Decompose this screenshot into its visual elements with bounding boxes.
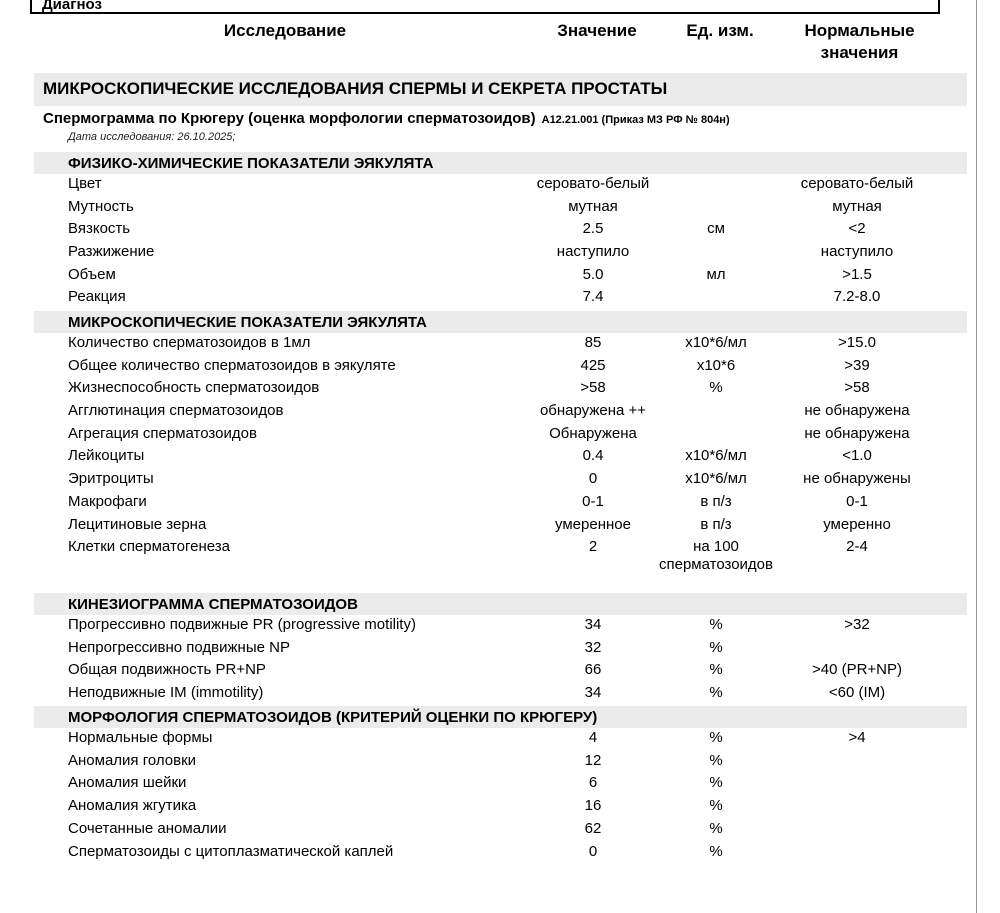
row-value: >58 xyxy=(580,379,606,396)
row-unit: на 100 сперматозоидов xyxy=(658,538,773,573)
row-name: Макрофаги xyxy=(68,493,147,510)
table-row xyxy=(0,774,1000,796)
table-row xyxy=(0,175,1000,197)
row-norm: умеренно xyxy=(823,516,891,533)
row-norm: мутная xyxy=(832,198,882,215)
row-norm: <60 (IM) xyxy=(828,684,886,701)
row-norm: 7.2-8.0 xyxy=(833,288,881,305)
row-value: 32 xyxy=(584,639,602,656)
row-value: обнаружена ++ xyxy=(539,402,647,419)
row-value: 85 xyxy=(584,334,602,351)
column-header-norm-line1: Нормальные xyxy=(804,21,915,40)
row-norm: >1.5 xyxy=(842,266,872,283)
row-unit: см xyxy=(707,220,725,237)
row-name: Объем xyxy=(68,266,116,283)
column-header-norm xyxy=(782,20,937,64)
row-norm: не обнаружены xyxy=(803,470,911,487)
row-value: 12 xyxy=(584,752,602,769)
section-band xyxy=(34,152,967,174)
row-unit: % xyxy=(709,661,723,678)
row-value: 5.0 xyxy=(582,266,604,283)
row-name: Агглютинация сперматозоидов xyxy=(68,402,284,419)
row-unit: % xyxy=(709,379,723,396)
column-header-value: Значение xyxy=(557,21,637,40)
row-norm: наступило xyxy=(820,243,894,260)
row-name: Лейкоциты xyxy=(68,447,145,464)
row-value: 62 xyxy=(584,820,602,837)
section-title: МИКРОСКОПИЧЕСКИЕ ПОКАЗАТЕЛИ ЭЯКУЛЯТА xyxy=(68,314,427,331)
row-norm: не обнаружена xyxy=(804,402,910,419)
row-value: серовато-белый xyxy=(536,175,650,192)
row-unit: мл xyxy=(706,266,726,283)
column-header-norm-line2: значения xyxy=(820,43,899,62)
main-section-band xyxy=(34,73,967,106)
column-header-unit: Ед. изм. xyxy=(686,21,754,40)
row-value: 2.5 xyxy=(582,220,604,237)
row-value: 16 xyxy=(584,797,602,814)
section-title: КИНЕЗИОГРАММА СПЕРМАТОЗОИДОВ xyxy=(68,596,358,613)
main-section-title: МИКРОСКОПИЧЕСКИЕ ИССЛЕДОВАНИЯ СПЕРМЫ И СЕКРЕТА ПРОСТАТЫ xyxy=(43,79,668,98)
row-value: 66 xyxy=(584,661,602,678)
table-row xyxy=(0,538,1000,573)
row-value: наступило xyxy=(556,243,630,260)
table-row xyxy=(0,402,1000,424)
row-value: 7.4 xyxy=(582,288,604,305)
section-title: МОРФОЛОГИЯ СПЕРМАТОЗОИДОВ (КРИТЕРИЙ ОЦЕНКИ ПО КРЮГЕРУ) xyxy=(68,709,598,726)
row-name: Агрегация сперматозоидов xyxy=(68,425,257,442)
row-name: Жизнеспособность сперматозоидов xyxy=(68,379,320,396)
test-title: Спермограмма по Крюгеру (оценка морфологии сперматозоидов) xyxy=(43,110,536,127)
row-unit: x10*6/мл xyxy=(685,334,747,351)
row-name: Прогрессивно подвижные PR (progressive motility) xyxy=(68,616,416,633)
row-value: умеренное xyxy=(555,516,631,533)
table-row xyxy=(0,357,1000,379)
row-norm: >58 xyxy=(844,379,870,396)
table-row xyxy=(0,820,1000,842)
row-name: Цвет xyxy=(68,175,102,192)
row-name: Непрогрессивно подвижные NP xyxy=(68,639,290,656)
table-row xyxy=(0,516,1000,538)
table-row xyxy=(0,447,1000,469)
row-unit: x10*6/мл xyxy=(685,470,747,487)
table-row xyxy=(0,288,1000,310)
table-row xyxy=(0,470,1000,492)
row-value: 0 xyxy=(588,470,598,487)
section-title: ФИЗИКО-ХИМИЧЕСКИЕ ПОКАЗАТЕЛИ ЭЯКУЛЯТА xyxy=(68,155,434,172)
test-code: A12.21.001 (Приказ МЗ РФ № 804н) xyxy=(541,114,730,126)
row-norm: >15.0 xyxy=(838,334,876,351)
row-unit: % xyxy=(709,729,723,746)
row-name: Мутность xyxy=(68,198,134,215)
row-unit: в п/з xyxy=(700,493,732,510)
row-unit: % xyxy=(709,774,723,791)
diagnosis-label: Диагноз xyxy=(42,0,102,13)
row-name: Лецитиновые зерна xyxy=(68,516,207,533)
row-unit: % xyxy=(709,639,723,656)
row-norm: >4 xyxy=(848,729,866,746)
row-name: Общая подвижность PR+NP xyxy=(68,661,266,678)
row-value: 0 xyxy=(588,843,598,860)
test-date: Дата исследования: 26.10.2025; xyxy=(68,131,236,143)
diagnosis-box xyxy=(30,0,940,14)
row-value: Обнаружена xyxy=(549,425,637,442)
table-row xyxy=(0,379,1000,401)
table-row xyxy=(0,198,1000,220)
row-name: Реакция xyxy=(68,288,126,305)
row-unit: в п/з xyxy=(700,516,732,533)
row-unit: % xyxy=(709,616,723,633)
row-unit: % xyxy=(709,684,723,701)
row-name: Нормальные формы xyxy=(68,729,213,746)
row-value: 0-1 xyxy=(582,493,604,510)
row-norm: >40 (PR+NP) xyxy=(811,661,903,678)
row-unit: % xyxy=(709,797,723,814)
row-name: Неподвижные IM (immotility) xyxy=(68,684,264,701)
column-header-study: Исследование xyxy=(223,21,347,40)
row-value: 0.4 xyxy=(582,447,604,464)
row-norm: 2-4 xyxy=(846,538,868,555)
table-row xyxy=(0,220,1000,242)
row-unit: % xyxy=(709,843,723,860)
table-row xyxy=(0,843,1000,865)
row-value: 34 xyxy=(584,616,602,633)
row-norm: >32 xyxy=(844,616,870,633)
row-unit: x10*6/мл xyxy=(685,447,747,464)
row-name: Аномалия шейки xyxy=(68,774,187,791)
table-row xyxy=(0,661,1000,683)
row-unit: % xyxy=(709,752,723,769)
row-unit: x10*6 xyxy=(696,357,736,374)
row-norm: серовато-белый xyxy=(800,175,914,192)
test-title-line xyxy=(43,110,730,127)
row-value: 4 xyxy=(588,729,598,746)
row-name: Сперматозоиды с цитоплазматической каплей xyxy=(68,843,394,860)
table-row xyxy=(0,684,1000,706)
table-row xyxy=(0,616,1000,638)
row-name: Эритроциты xyxy=(68,470,154,487)
table-row xyxy=(0,797,1000,819)
row-norm: <2 xyxy=(848,220,866,237)
row-value: мутная xyxy=(568,198,618,215)
section-band xyxy=(34,311,967,333)
table-row xyxy=(0,243,1000,265)
table-row xyxy=(0,266,1000,288)
row-norm: 0-1 xyxy=(846,493,868,510)
row-norm: >39 xyxy=(844,357,870,374)
row-value: 34 xyxy=(584,684,602,701)
table-row xyxy=(0,729,1000,751)
table-row xyxy=(0,493,1000,515)
row-unit: % xyxy=(709,820,723,837)
section-band xyxy=(34,706,967,728)
row-name: Вязкость xyxy=(68,220,131,237)
row-name: Разжижение xyxy=(68,243,155,260)
row-name: Количество сперматозоидов в 1мл xyxy=(68,334,311,351)
table-row xyxy=(0,639,1000,661)
table-row xyxy=(0,334,1000,356)
table-row xyxy=(0,752,1000,774)
row-norm: <1.0 xyxy=(842,447,872,464)
row-name: Общее количество сперматозоидов в эякуляте xyxy=(68,357,396,374)
row-norm: не обнаружена xyxy=(804,425,910,442)
row-value: 2 xyxy=(588,538,598,555)
row-name: Клетки сперматогенеза xyxy=(68,538,230,555)
row-value: 6 xyxy=(588,774,598,791)
row-value: 425 xyxy=(580,357,606,374)
section-band xyxy=(34,593,967,615)
row-name: Аномалия головки xyxy=(68,752,197,769)
table-row xyxy=(0,425,1000,447)
row-name: Сочетанные аномалии xyxy=(68,820,227,837)
row-name: Аномалия жгутика xyxy=(68,797,197,814)
